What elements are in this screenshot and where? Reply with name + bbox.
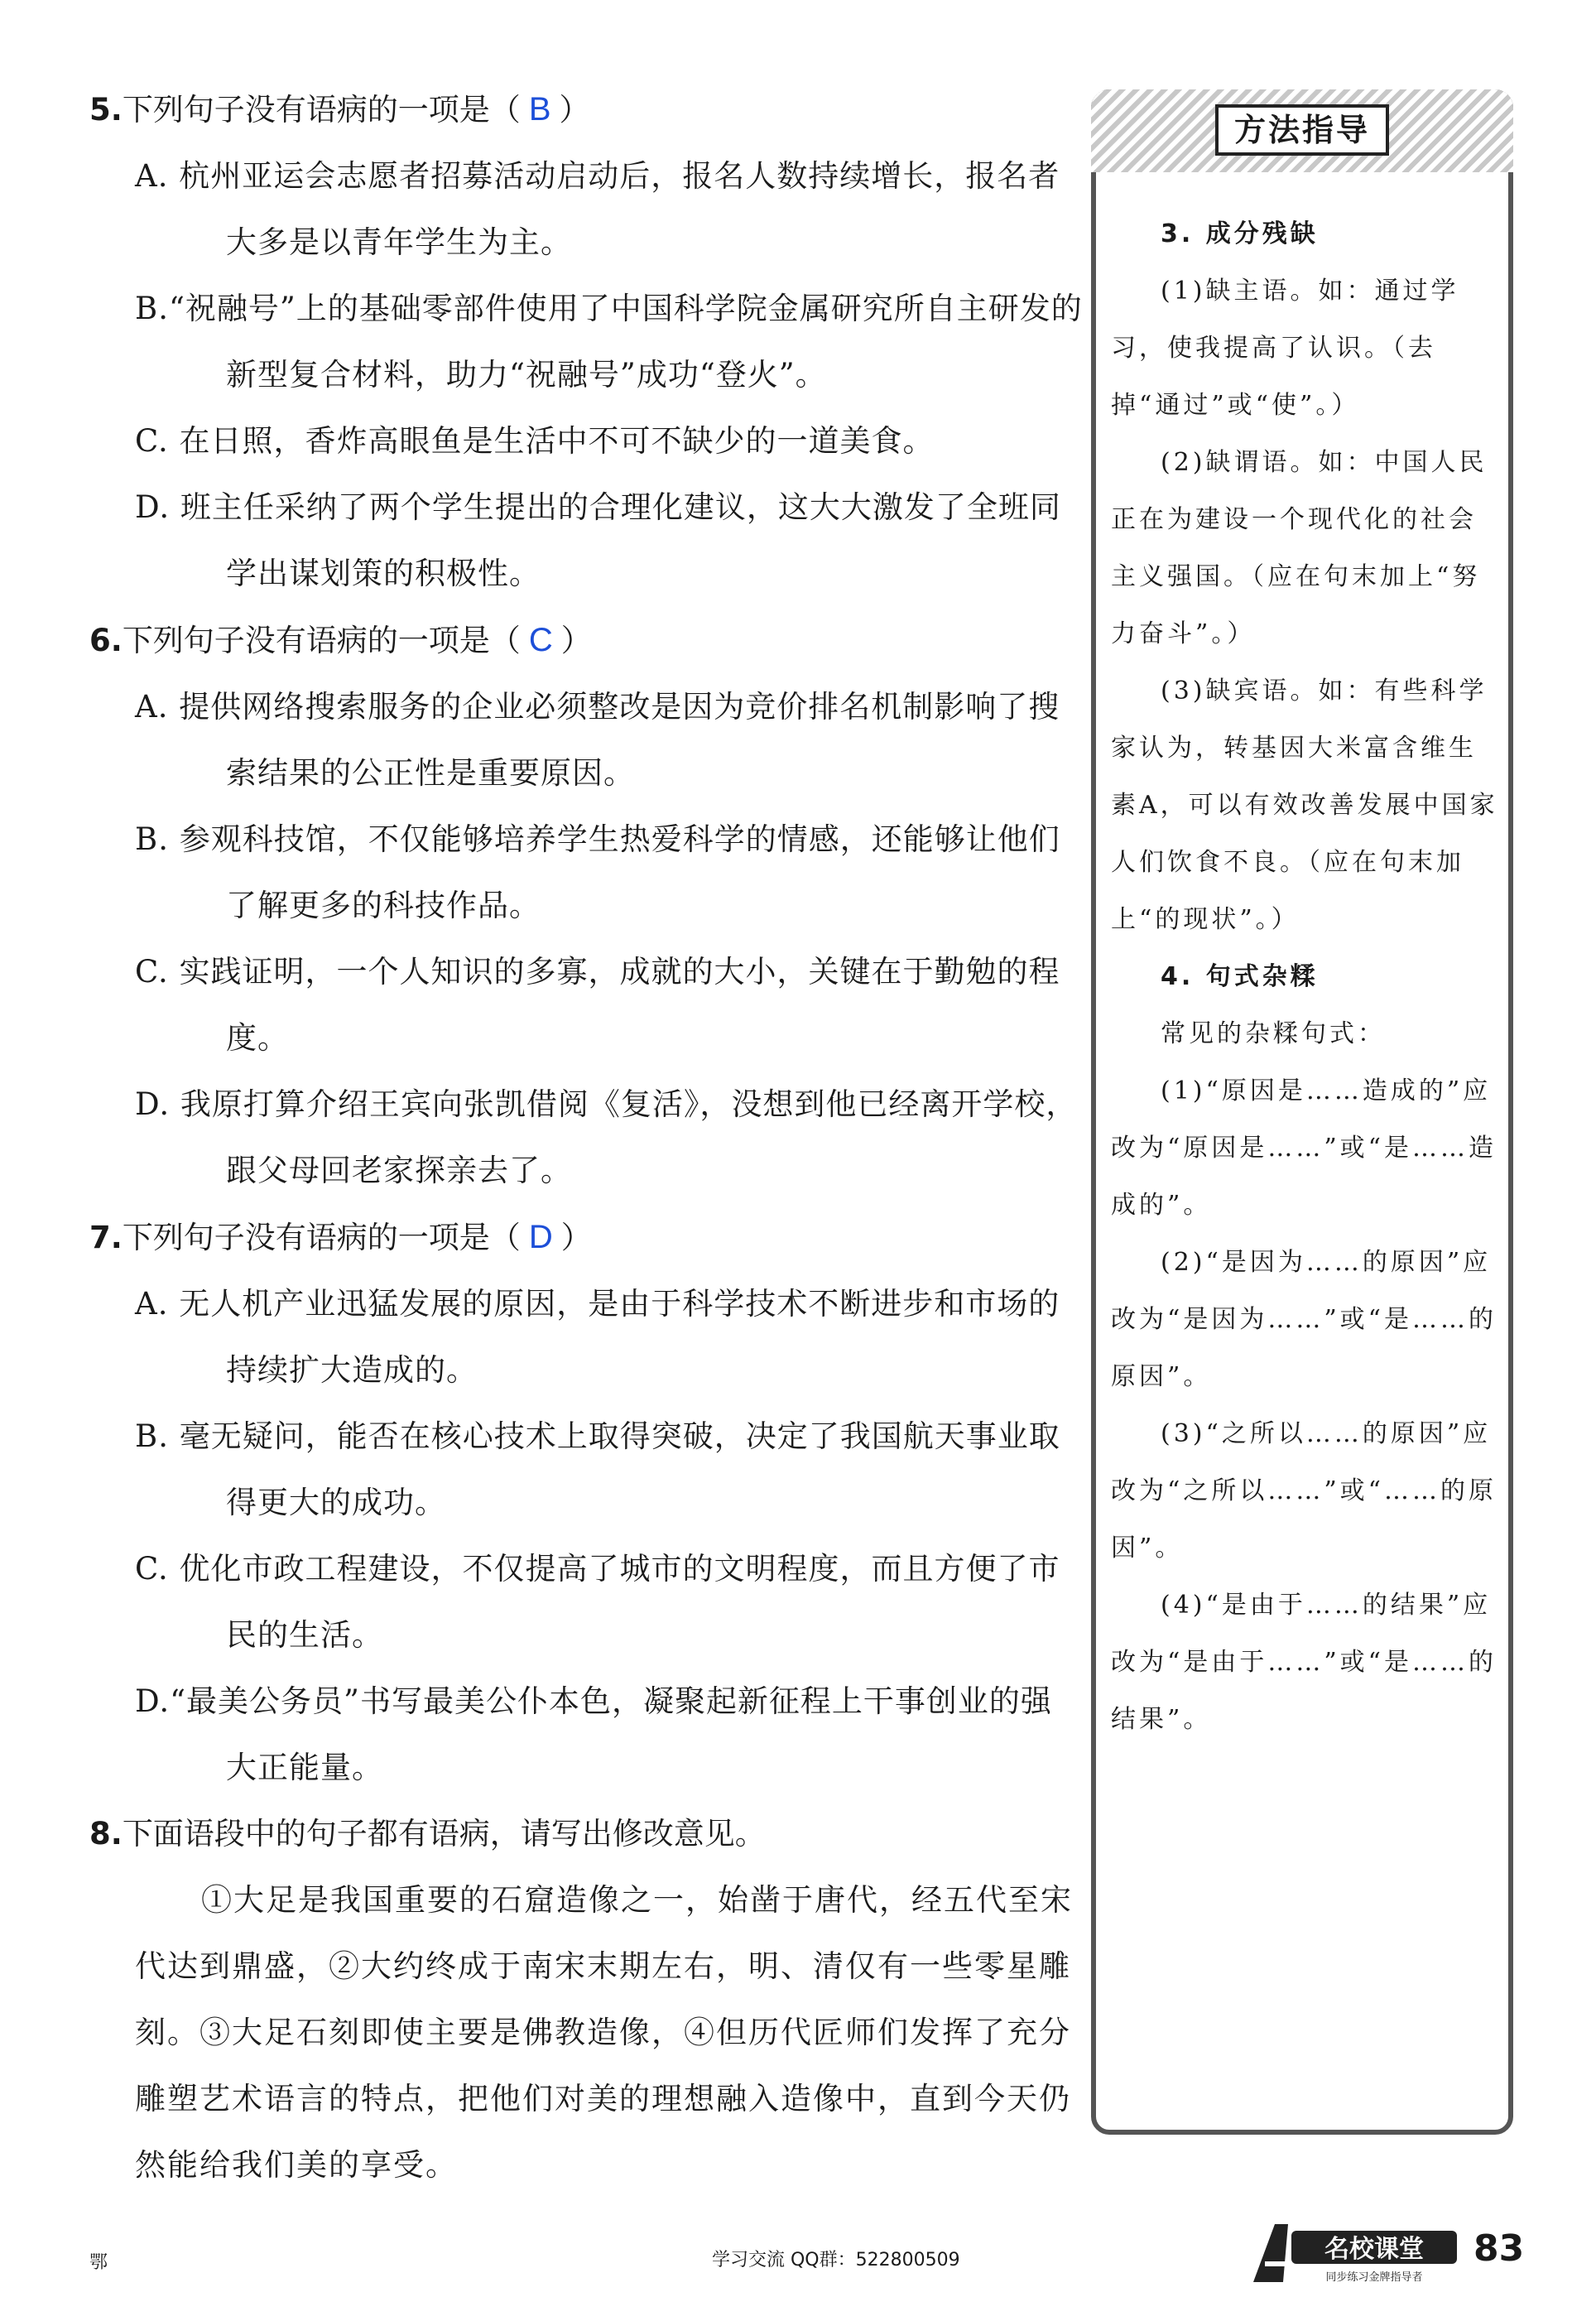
option-a: A. 提供网络搜索服务的企业必须整改是因为竞价排名机制影响了搜索结果的公正性是重要原因。 xyxy=(135,689,1060,791)
option-d: D. 班主任采纳了两个学生提出的合理化建议，这大大激发了全班同学出谋划策的积极性。 xyxy=(135,489,1061,591)
option-a: A. 无人机产业迅猛发展的原因，是由于科学技术不断进步和市场的持续扩大造成的。 xyxy=(135,1286,1060,1388)
section-paragraph: (3)“之所以……的原因”应改为“之所以……”或“……的原因”。 xyxy=(1111,1419,1497,1563)
question-close: ） xyxy=(560,1220,592,1255)
section-paragraph: (1)缺主语。如：通过学习，使我提高了认识。（去掉“通过”或“使”。） xyxy=(1111,277,1459,420)
option-c: C. 优化市政工程建设，不仅提高了城市的文明程度，而且方便了市民的生活。 xyxy=(135,1551,1060,1653)
sidebar-title: 方法指导 xyxy=(1215,104,1389,156)
option-b: B. 毫无疑问，能否在核心技术上取得突破，决定了我国航天事业取得更大的成功。 xyxy=(135,1418,1060,1520)
logo-subtext: 同步练习金牌指导者 xyxy=(1325,2271,1423,2284)
page-number: 83 xyxy=(1473,2227,1525,2270)
answer: C xyxy=(528,622,553,658)
publisher-logo-icon xyxy=(1250,2219,1465,2285)
logo-text: 名校课堂 xyxy=(1324,2235,1424,2264)
question-stem: 下列句子没有语病的一项是（ xyxy=(122,1220,521,1255)
section-paragraph: (1)“原因是……造成的”应改为“原因是……”或“是……造成的”。 xyxy=(1111,1076,1497,1220)
section-heading: 3. 成分残缺 xyxy=(1161,219,1319,248)
footer-qq-group: 学习交流 QQ群：522800509 xyxy=(712,2250,960,2270)
question-6 xyxy=(89,607,1083,1204)
question-close: ） xyxy=(559,92,590,128)
option-c: C. 在日照，香炸高眼鱼是生活中不可不缺少的一道美食。 xyxy=(135,423,935,459)
option-c: C. 实践证明，一个人知识的多寡，成就的大小，关键在于勤勉的程度。 xyxy=(135,954,1060,1056)
question-close: ） xyxy=(560,623,592,658)
section-heading: 4. 句式杂糅 xyxy=(1161,962,1319,991)
question-number: 5. xyxy=(89,92,123,128)
sidebar-header-stripes xyxy=(1091,89,1513,172)
section-paragraph: (2)“是因为……的原因”应改为“是因为……”或“是……的原因”。 xyxy=(1111,1248,1497,1391)
option-a: A. 杭州亚运会志愿者招募活动启动后，报名人数持续增长，报名者大多是以青年学生为主。 xyxy=(135,158,1060,260)
option-b: B. 参观科技馆，不仅能够培养学生热爱科学的情感，还能够让他们了解更多的科技作品。 xyxy=(135,821,1060,923)
passage: ①大足是我国重要的石窟造像之一，始凿于唐代，经五代至宋代达到鼎盛，②大约终成于南宋末期左右，明、清仅有一些零星雕刻。③大足石刻即使主要是佛教造像，④但历代匠师们发挥了充分雕塑艺术语言的特点，把他们对美的理想融入造像中，直到今天仍然能给我们美的享受。 xyxy=(135,1882,1073,2183)
question-number: 6. xyxy=(89,623,123,658)
question-stem: 下面语段中的句子都有语病，请写出修改意见。 xyxy=(122,1816,766,1852)
sidebar-body xyxy=(1111,205,1500,1748)
question-8 xyxy=(89,1801,1083,2198)
answer: D xyxy=(528,1219,553,1255)
question-5 xyxy=(89,76,1083,607)
answer: B xyxy=(528,91,551,128)
question-7 xyxy=(89,1204,1083,1801)
option-d: D.“最美公务员”书写最美公仆本色，凝聚起新征程上干事创业的强大正能量。 xyxy=(135,1683,1052,1785)
option-b: B.“祝融号”上的基础零部件使用了中国科学院金属研究所自主研发的新型复合材料，助力“祝融号”成功“登火”。 xyxy=(135,291,1083,392)
question-number: 8. xyxy=(89,1816,123,1852)
question-column xyxy=(89,76,1083,2198)
section-paragraph: (3)缺宾语。如：有些科学家认为，转基因大米富含维生素A，可以有效改善发展中国家人们饮食不良。（应在句末加上“的现状”。） xyxy=(1111,677,1498,934)
method-guide-sidebar xyxy=(1091,89,1513,2135)
footer-region-label: 鄂 xyxy=(89,2252,108,2273)
section-paragraph: 常见的杂糅句式： xyxy=(1161,1019,1386,1048)
question-stem: 下列句子没有语病的一项是（ xyxy=(122,92,521,128)
question-number: 7. xyxy=(89,1220,123,1255)
question-stem: 下列句子没有语病的一项是（ xyxy=(122,623,521,658)
section-paragraph: (4)“是由于……的结果”应改为“是由于……”或“是……的结果”。 xyxy=(1111,1591,1497,1734)
option-d: D. 我原打算介绍王宾向张凯借阅《复活》，没想到他已经离开学校，跟父母回老家探亲去了。 xyxy=(135,1086,1078,1188)
section-paragraph: (2)缺谓语。如：中国人民正在为建设一个现代化的社会主义强国。（应在句末加上“努力奋斗”。） xyxy=(1111,448,1488,648)
